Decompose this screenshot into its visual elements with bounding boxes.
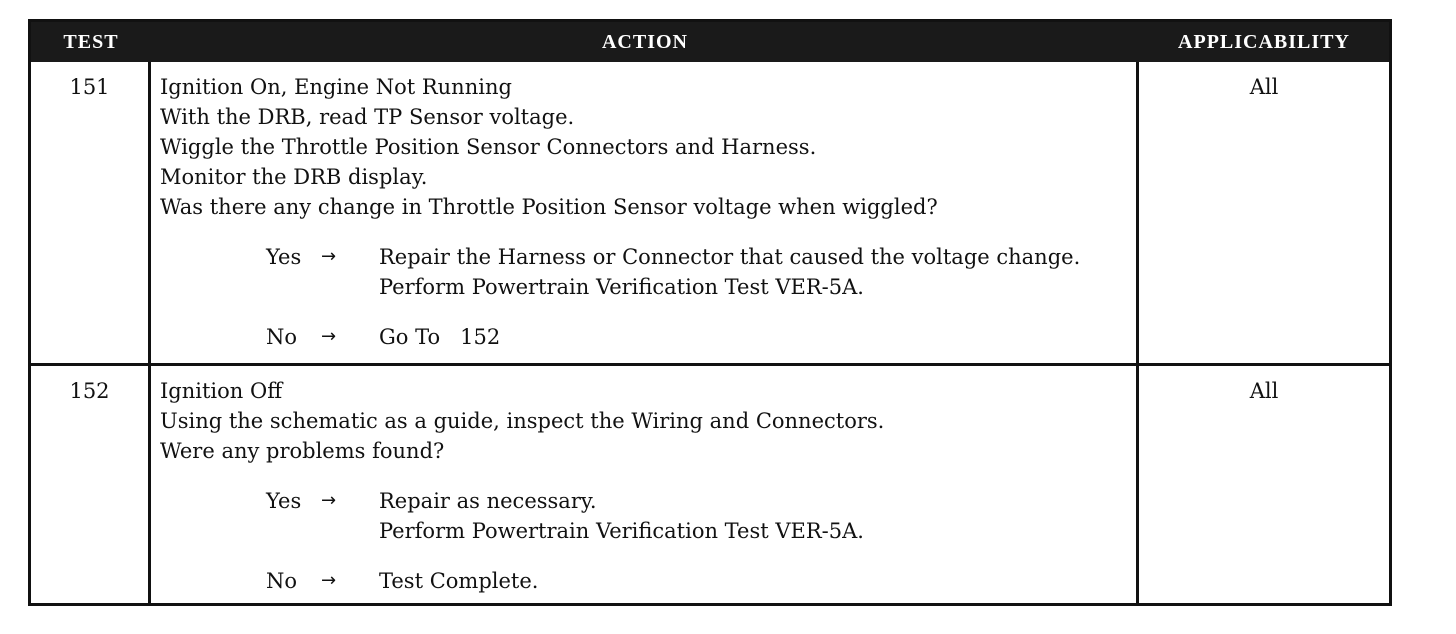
yes-outcome bbox=[266, 242, 1136, 302]
action-step: With the DRB, read TP Sensor voltage. bbox=[160, 105, 575, 129]
no-outcome bbox=[266, 322, 1136, 352]
no-line: Go To 152 bbox=[379, 325, 501, 349]
yes-line: Repair as necessary. bbox=[379, 489, 597, 513]
action-step: Wiggle the Throttle Position Sensor Connectors and Harness. bbox=[160, 135, 817, 159]
yes-line: Perform Powertrain Verification Test VER-5A. bbox=[379, 519, 864, 543]
action-step: Using the schematic as a guide, inspect the Wiring and Connectors. bbox=[160, 409, 885, 433]
table-row bbox=[31, 62, 1389, 363]
action-cell bbox=[151, 366, 1139, 603]
header-action: ACTION bbox=[601, 30, 688, 53]
header-applicability: APPLICABILITY bbox=[1178, 30, 1350, 53]
applicability-value: All bbox=[1249, 379, 1279, 403]
action-step: Ignition On, Engine Not Running bbox=[160, 75, 512, 99]
diagnostic-table bbox=[28, 19, 1392, 606]
table-row bbox=[31, 363, 1389, 603]
no-outcome bbox=[266, 566, 1136, 596]
test-number: 151 bbox=[31, 62, 151, 363]
yes-line: Repair the Harness or Connector that caused the voltage change. bbox=[379, 245, 1081, 269]
right-arrow-icon: → bbox=[321, 490, 337, 511]
yes-label: Yes bbox=[266, 489, 302, 513]
yes-outcome bbox=[266, 486, 1136, 546]
action-cell bbox=[151, 62, 1139, 363]
action-step: Monitor the DRB display. bbox=[160, 165, 428, 189]
table-header bbox=[31, 22, 1389, 62]
yes-label: Yes bbox=[266, 245, 302, 269]
right-arrow-icon: → bbox=[321, 246, 337, 267]
no-label: No bbox=[266, 325, 298, 349]
action-question: Were any problems found? bbox=[160, 439, 445, 463]
no-line: Test Complete. bbox=[379, 569, 539, 593]
action-step: Ignition Off bbox=[160, 379, 283, 403]
action-question: Was there any change in Throttle Position Sensor voltage when wiggled? bbox=[160, 195, 938, 219]
right-arrow-icon: → bbox=[321, 570, 337, 591]
applicability-value: All bbox=[1249, 75, 1279, 99]
no-instructions bbox=[379, 566, 538, 596]
yes-instructions bbox=[379, 242, 1080, 302]
no-label: No bbox=[266, 569, 298, 593]
test-number: 152 bbox=[31, 366, 151, 603]
yes-instructions bbox=[379, 486, 864, 546]
no-instructions bbox=[379, 322, 500, 352]
yes-line: Perform Powertrain Verification Test VER-5A. bbox=[379, 275, 864, 299]
header-test: TEST bbox=[63, 30, 119, 53]
right-arrow-icon: → bbox=[321, 326, 337, 347]
